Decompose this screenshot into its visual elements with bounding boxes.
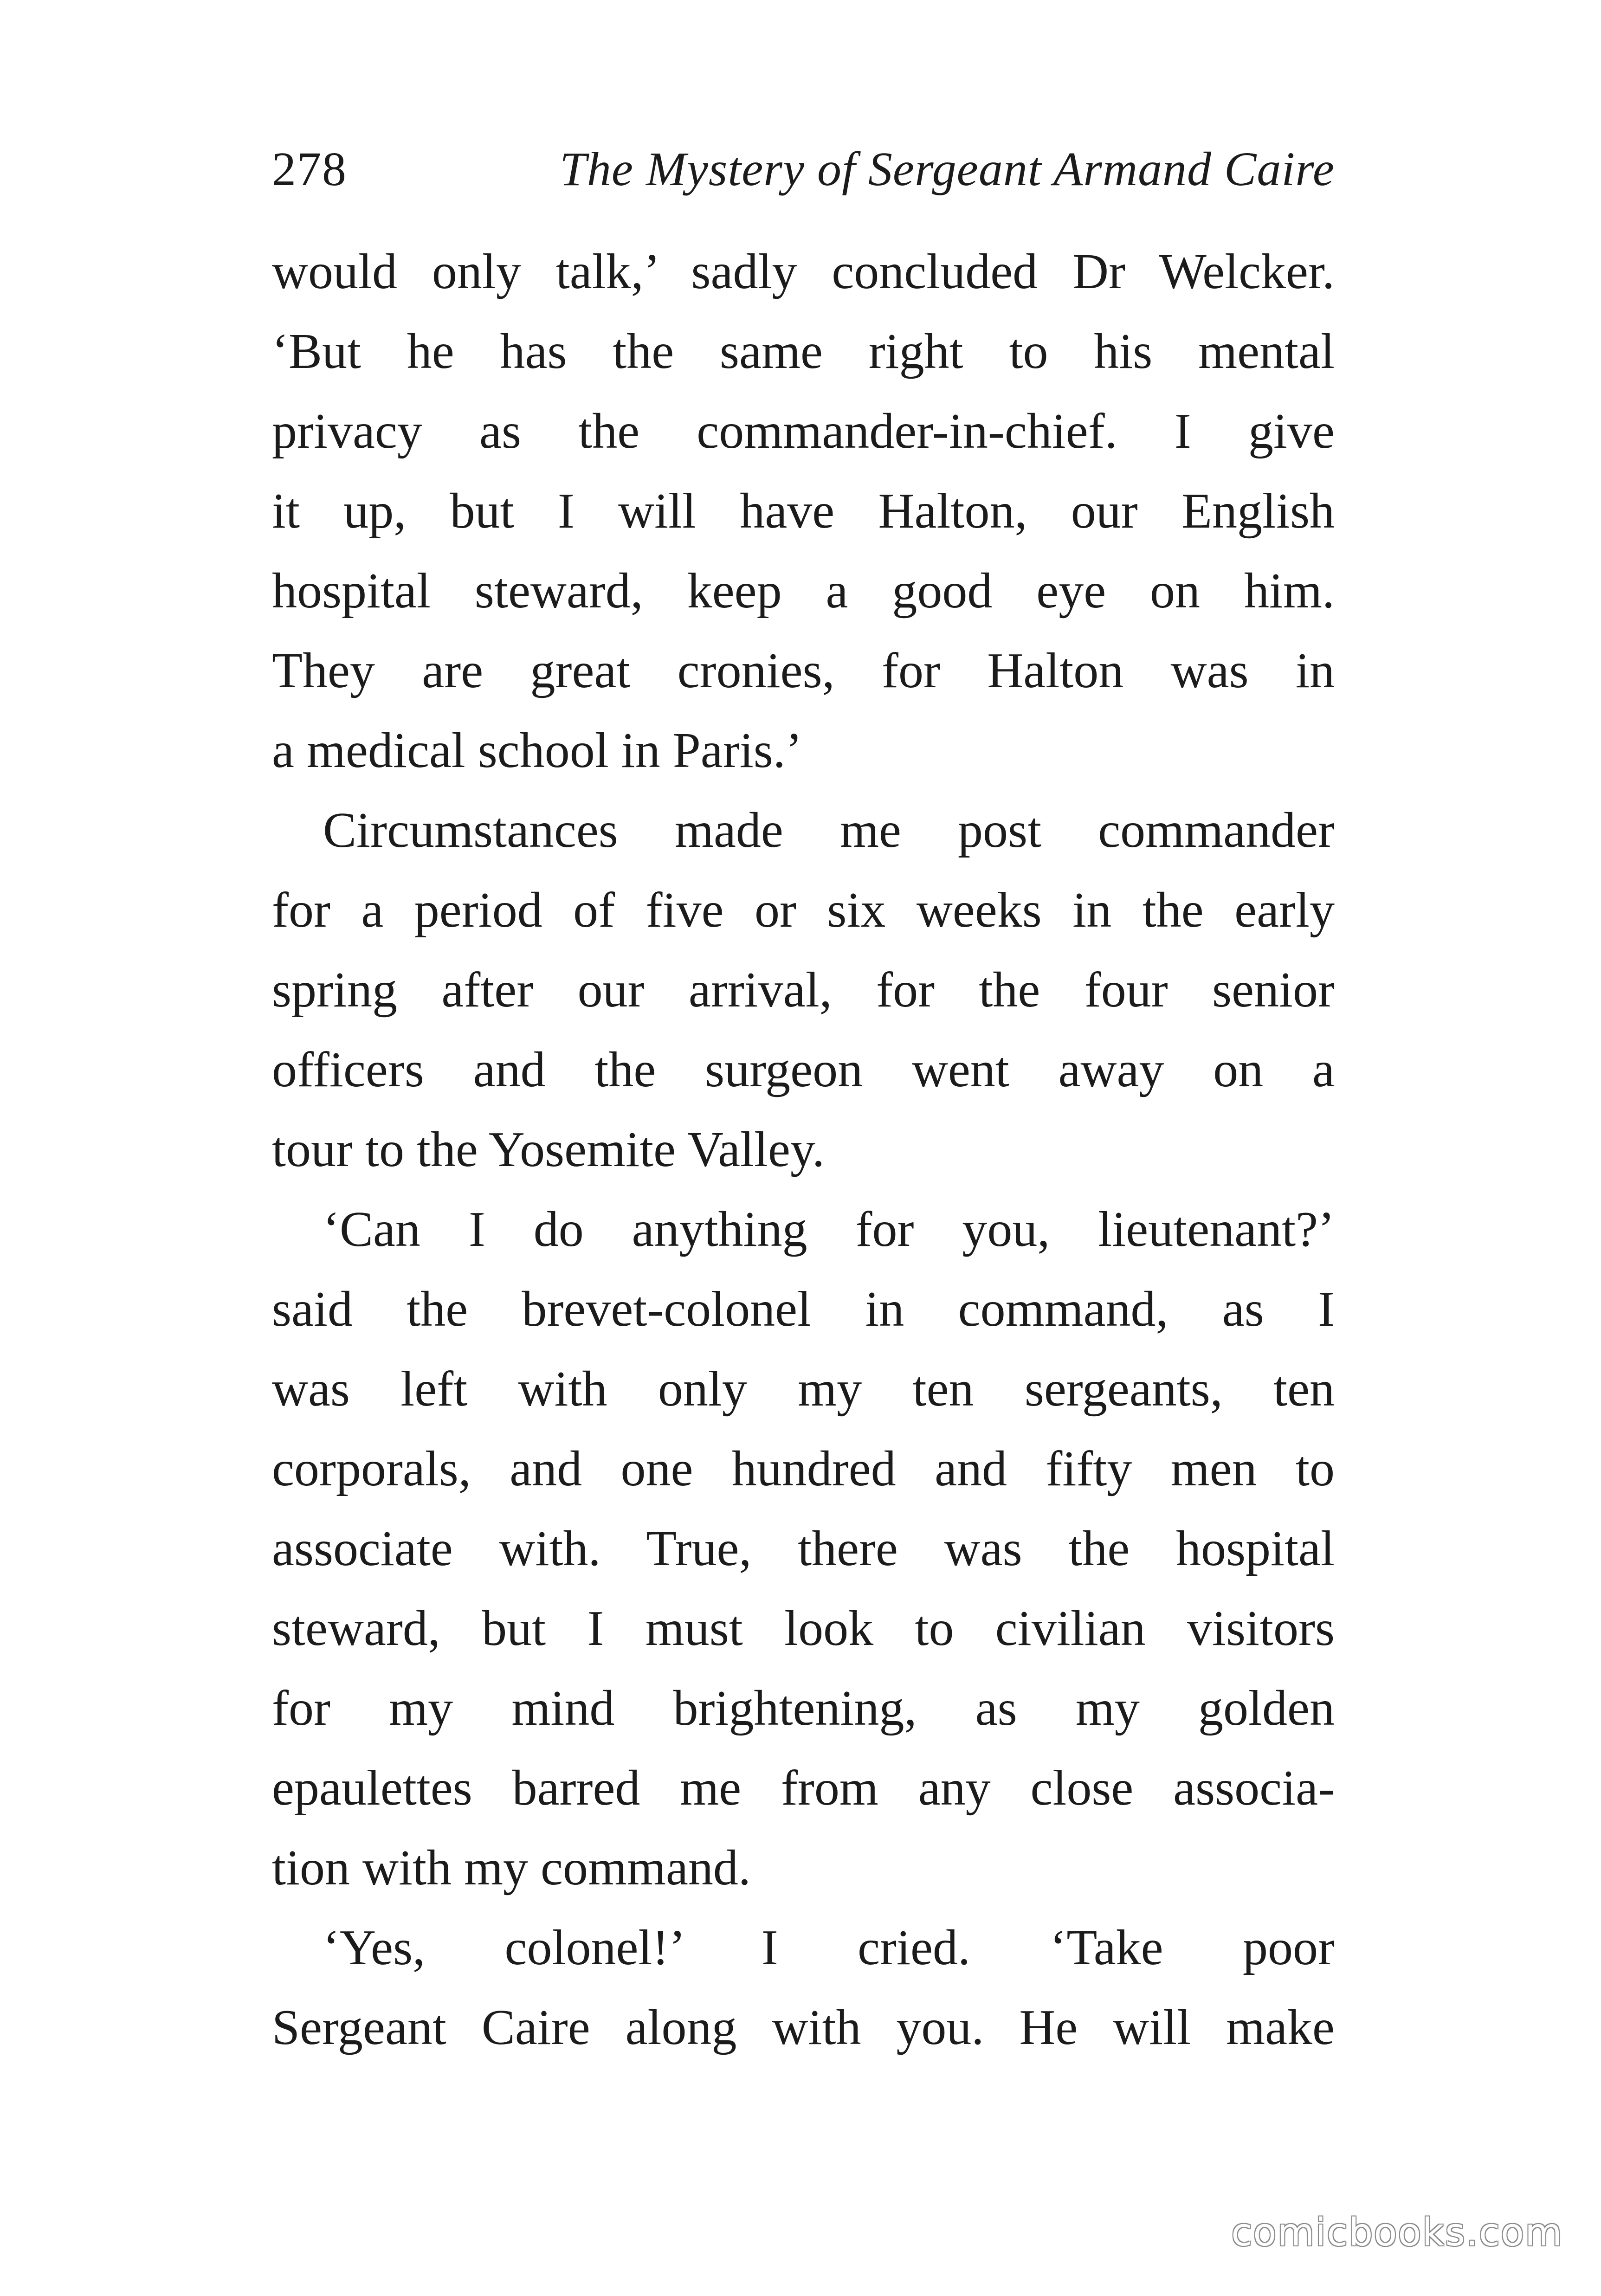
text-line: hospital steward, keep a good eye on him.: [272, 563, 1335, 619]
text-line: Sergeant Caire along with you. He will make: [272, 2000, 1335, 2055]
text-line: associate with. True, there was the hospital: [272, 1521, 1335, 1576]
text-line: privacy as the commander-in-chief. I give: [272, 404, 1335, 459]
text-line: tion with my command.: [272, 1840, 751, 1896]
text-line: was left with only my ten sergeants, ten: [272, 1361, 1335, 1417]
running-title: The Mystery of Sergeant Armand Caire: [560, 142, 1335, 196]
paragraph: [272, 1190, 1335, 1908]
running-head: [272, 139, 1335, 200]
text-line: for a period of five or six weeks in the early: [272, 883, 1335, 938]
text-line: it up, but I will have Halton, our English: [272, 484, 1335, 539]
text-line: They are great cronies, for Halton was in: [272, 643, 1335, 698]
text-line: ‘Can I do anything for you, lieutenant?’: [323, 1202, 1335, 1257]
paragraph: [272, 1908, 1335, 2068]
body-text: [272, 232, 1335, 2068]
text-line: ‘Yes, colonel!’ I cried. ‘Take poor: [323, 1920, 1335, 1975]
text-line: spring after our arrival, for the four senior: [272, 962, 1335, 1018]
paragraph: [272, 791, 1335, 1190]
watermark-logo: comicbooks.com: [1231, 2211, 1563, 2255]
text-line: corporals, and one hundred and fifty men to: [272, 1441, 1335, 1496]
text-line: ‘But he has the same right to his mental: [272, 324, 1335, 379]
text-line: Circumstances made me post commander: [323, 803, 1335, 858]
text-line: a medical school in Paris.’: [272, 723, 802, 778]
text-line: epaulettes barred me from any close associa-: [272, 1761, 1335, 1816]
text-line: for my mind brightening, as my golden: [272, 1681, 1335, 1736]
text-line: steward, but I must look to civilian visitors: [272, 1601, 1335, 1656]
text-line: tour to the Yosemite Valley.: [272, 1122, 825, 1177]
text-line: would only talk,’ sadly concluded Dr Welcker.: [272, 244, 1335, 299]
text-line: said the brevet-colonel in command, as I: [272, 1282, 1335, 1337]
page-number: 278: [272, 142, 347, 196]
text-line: officers and the surgeon went away on a: [272, 1042, 1335, 1097]
paragraph: [272, 232, 1335, 791]
